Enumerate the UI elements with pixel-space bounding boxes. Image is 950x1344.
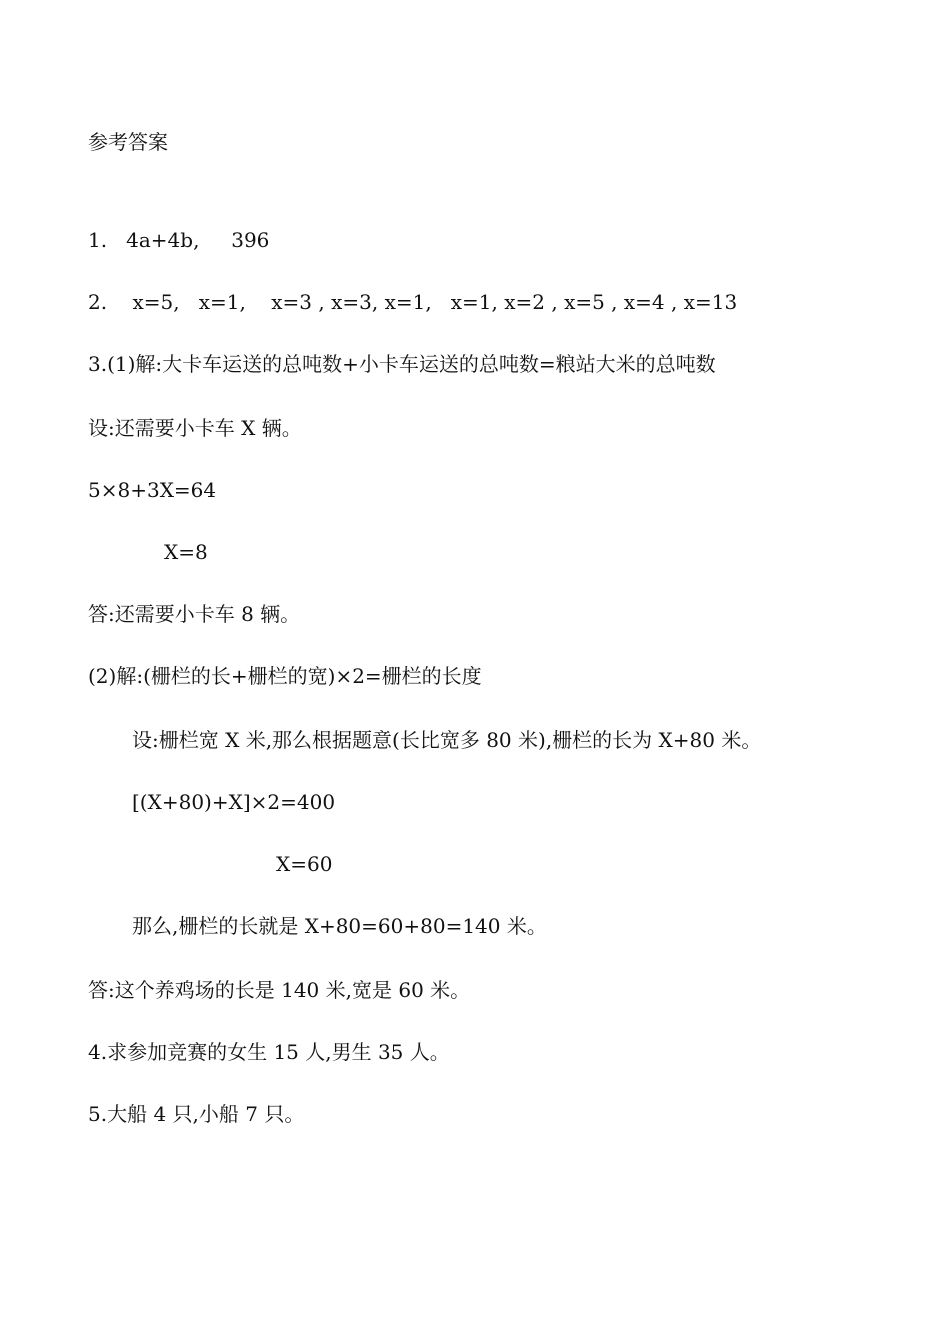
answer-3-1-heading: 3.(1)解:大卡车运送的总吨数+小卡车运送的总吨数=粮站大米的总吨数 [88,352,716,376]
answer-1: 1. 4a+4b, 396 [88,228,270,252]
answer-5: 5.大船 4 只,小船 7 只。 [88,1102,305,1126]
answer-3-2-heading: (2)解:(栅栏的长+栅栏的宽)×2=栅栏的长度 [88,664,482,688]
doc-title: 参考答案 [88,130,168,154]
answer-3-2-equation: [(X+80)+X]×2=400 [132,790,336,814]
answer-3-2-setup: 设:栅栏宽 X 米,那么根据题意(长比宽多 80 米),栅栏的长为 X+80 米。 [132,728,762,752]
answer-3-1-setup: 设:还需要小卡车 X 辆。 [88,416,302,440]
answer-3-2-answer: 答:这个养鸡场的长是 140 米,宽是 60 米。 [88,978,471,1002]
answer-3-1-equation: 5×8+3X=64 [88,478,217,502]
answer-2: 2. x=5, x=1, x=3 , x=3, x=1, x=1, x=2 , x=5 , x=4 , x=13 [88,290,738,314]
answer-3-1-solution: X=8 [164,540,208,564]
answer-3-1-answer: 答:还需要小卡车 8 辆。 [88,602,301,626]
answer-3-2-solution: X=60 [276,852,333,876]
answer-3-2-length: 那么,栅栏的长就是 X+80=60+80=140 米。 [132,914,547,938]
answer-4: 4.求参加竞赛的女生 15 人,男生 35 人。 [88,1040,450,1064]
